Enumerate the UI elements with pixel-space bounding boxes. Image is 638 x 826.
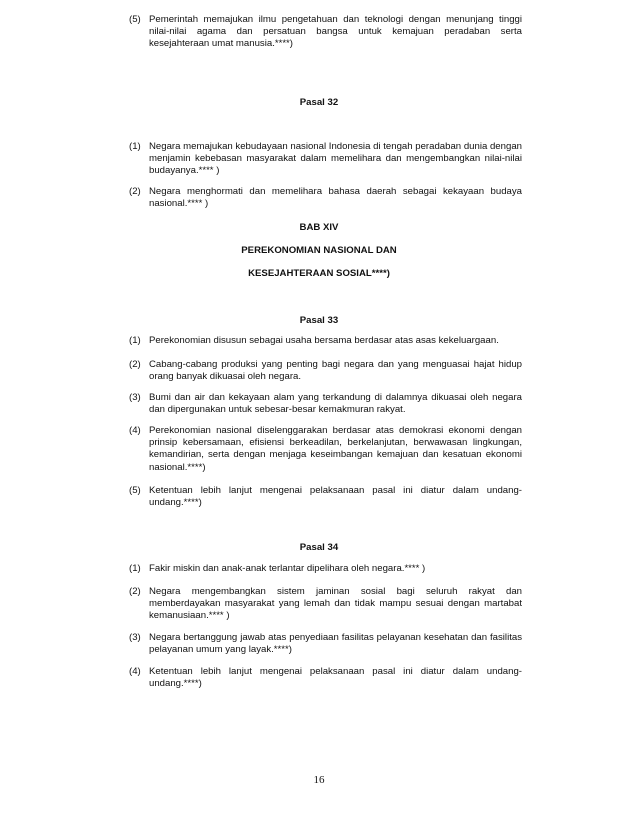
bab-title: BAB XIV — [299, 222, 339, 233]
pasal-32-title: Pasal 32 — [299, 97, 339, 108]
pasal-33-title: Pasal 33 — [299, 315, 339, 326]
ayat-number: (3) — [129, 392, 141, 403]
ayat-text: Negara bertanggung jawab atas penyediaan fasilitas pelayanan kesehatan dan fasilitas pelayanan umum yang layak.****) — [149, 632, 522, 656]
ayat-number: (2) — [129, 186, 141, 197]
ayat-number: (5) — [129, 485, 141, 496]
ayat-text: Ketentuan lebih lanjut mengenai pelaksanaan pasal ini diatur dalam undang-undang.****) — [149, 485, 522, 509]
ayat-text: Perekonomian nasional diselenggarakan berdasar atas demokrasi ekonomi dengan prinsip kebersamaan, efisiensi berkeadilan, berkelanjutan, berwawasan lingkungan, kemandirian, serta dengan menjaga keseimbangan kemajuan dan kesatuan ekonomi nasional.****) — [149, 425, 522, 473]
pasal33-ayat-2 — [129, 359, 522, 383]
pasal34-ayat-1 — [129, 563, 522, 575]
ayat-text: Ketentuan lebih lanjut mengenai pelaksanaan pasal ini diatur dalam undang-undang.****) — [149, 666, 522, 690]
pasal-34-title: Pasal 34 — [299, 542, 339, 553]
page-number: 16 — [313, 774, 325, 786]
pasal33-ayat-4 — [129, 425, 522, 474]
ayat-number: (2) — [129, 586, 141, 597]
ayat-text: Fakir miskin dan anak-anak terlantar dipelihara oleh negara.**** ) — [149, 563, 426, 574]
pasal34-ayat-4 — [129, 666, 522, 690]
ayat-text: Cabang-cabang produksi yang penting bagi negara dan yang menguasai hajat hidup orang banyak dikuasai oleh negara. — [149, 359, 522, 383]
pasal34-ayat-2 — [129, 586, 522, 623]
bab-subtitle-line-2: KESEJAHTERAAN SOSIAL****) — [248, 268, 390, 279]
ayat-text: Negara menghormati dan memelihara bahasa daerah sebagai kekayaan budaya nasional.**** ) — [149, 186, 522, 210]
pasal32-ayat-2 — [129, 186, 522, 210]
ayat-text: Negara mengembangkan sistem jaminan sosial bagi seluruh rakyat dan memberdayakan masyarakat yang lemah dan tidak mampu sesuai dengan martabat kemanusiaan.**** ) — [149, 586, 522, 622]
ayat-number: (5) — [129, 14, 141, 25]
ayat-number: (1) — [129, 141, 141, 152]
ayat-number: (4) — [129, 425, 141, 436]
ayat-text: Bumi dan air dan kekayaan alam yang terkandung di dalamnya dikuasai oleh negara dan dipergunakan untuk sebesar-besar kemakmuran rakyat. — [149, 392, 522, 416]
pasal32-ayat-1 — [129, 141, 522, 178]
ayat-text: Negara memajukan kebudayaan nasional Indonesia di tengah peradaban dunia dengan menjamin kebebasan masyarakat dalam memelihara dan mengembangkan nilai-nilai budayanya.**** ) — [149, 141, 522, 177]
pasal33-ayat-5 — [129, 485, 522, 509]
ayat-text: Pemerintah memajukan ilmu pengetahuan dan teknologi dengan menunjang tinggi nilai-nilai agama dan persatuan bangsa untuk kemajuan peradaban serta kesejahteraan umat manusia.****) — [149, 14, 522, 50]
bab-subtitle-line-1: PEREKONOMIAN NASIONAL DAN — [241, 245, 397, 256]
ayat-number: (2) — [129, 359, 141, 370]
ayat-number: (1) — [129, 335, 141, 346]
pasal33-ayat-1 — [129, 335, 522, 347]
ayat-number: (3) — [129, 632, 141, 643]
ayat-text: Perekonomian disusun sebagai usaha bersama berdasar atas asas kekeluargaan. — [149, 335, 499, 346]
pasal33-ayat-3 — [129, 392, 522, 416]
ayat-number: (1) — [129, 563, 141, 574]
pasal34-ayat-3 — [129, 632, 522, 656]
pasal31-ayat-5 — [129, 14, 522, 51]
ayat-number: (4) — [129, 666, 141, 677]
